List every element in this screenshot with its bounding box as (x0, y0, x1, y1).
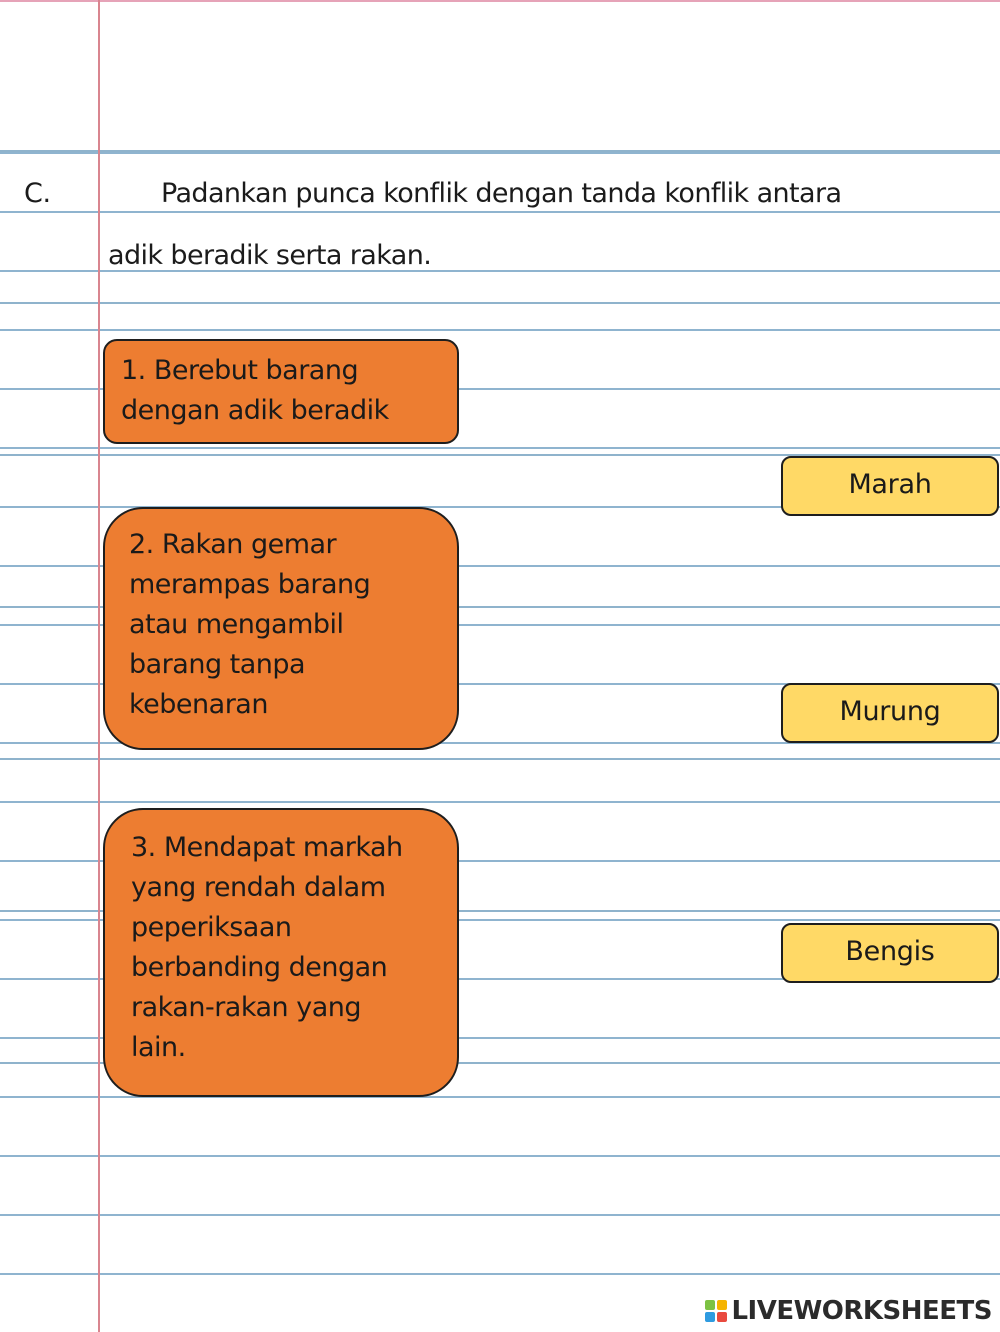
cause-text-line: dengan adik beradik (121, 395, 389, 426)
cause-card-3[interactable] (103, 808, 459, 1097)
cause-text-line: merampas barang (129, 569, 371, 600)
question-label: C. (24, 178, 51, 209)
ruled-line (0, 211, 1000, 213)
liveworksheets-blocks-icon (705, 1300, 727, 1322)
sign-tag-murung[interactable]: Murung (781, 683, 999, 743)
cause-text-line: 1. Berebut barang (121, 355, 359, 386)
cause-text-line: rakan-rakan yang (131, 992, 362, 1023)
ruled-line (0, 1273, 1000, 1275)
sign-tag-marah[interactable]: Marah (781, 456, 999, 516)
cause-text-line: 2. Rakan gemar (129, 529, 337, 560)
cause-card-1[interactable] (103, 339, 459, 444)
sign-tag-bengis[interactable]: Bengis (781, 923, 999, 983)
liveworksheets-branding (705, 1296, 992, 1326)
cause-text-line: lain. (131, 1032, 186, 1063)
instruction-line-1: Padankan punca konflik dengan tanda konflik antara (161, 178, 842, 209)
cause-card-2[interactable] (103, 507, 459, 750)
cause-text-line: atau mengambil (129, 609, 344, 640)
cause-text-line: peperiksaan (131, 912, 292, 943)
ruled-line (0, 447, 1000, 449)
cause-text-line: 3. Mendapat markah (131, 832, 403, 863)
ruled-line (0, 1214, 1000, 1216)
cause-text-line: barang tanpa (129, 649, 306, 680)
cause-text-line: yang rendah dalam (131, 872, 386, 903)
cause-text-line: kebenaran (129, 689, 268, 720)
ruled-line (0, 152, 1000, 154)
brand-wordmark: LIVEWORKSHEETS (731, 1296, 992, 1326)
cause-text-line: berbanding dengan (131, 952, 388, 983)
ruled-line (0, 329, 1000, 331)
margin-line (98, 0, 100, 1332)
ruled-line (0, 1155, 1000, 1157)
page-top-edge (0, 0, 1000, 2)
ruled-line (0, 801, 1000, 803)
instruction-line-2: adik beradik serta rakan. (108, 240, 432, 271)
